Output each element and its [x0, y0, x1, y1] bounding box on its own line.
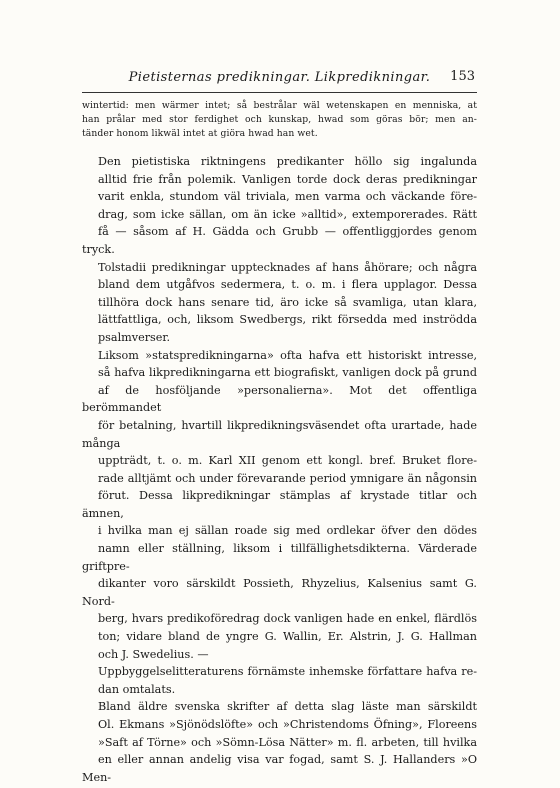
text-line: förut. Dessa likpredikningar stämplas af krystade titlar och ämnen,: [82, 489, 477, 520]
paragraph: [82, 663, 477, 698]
text-line: för betalning, hvartill likpredikningsväsendet ofta urartade, hade många: [82, 418, 477, 450]
text-line: af de hosföljande »personalierna». Mot det offentliga berömmandet: [82, 383, 477, 415]
text-line: psalmverser.: [98, 330, 171, 344]
paragraph: [82, 347, 477, 664]
text-line: Tolstadii predikningar upptecknades af hans åhörare; och några: [98, 260, 477, 274]
text-line: namn eller ställning, liksom i tillfällighetsdikterna. Värderade griftpre-: [82, 542, 477, 573]
paragraph: [82, 698, 477, 786]
paragraph: [82, 153, 477, 347]
text-line: berg, hvars predikoföredrag dock vanligen hade en enkel, flärdlös: [98, 612, 477, 626]
text-line: bland dem utgåfvos sedermera, t. o. m. i flera upplagor. Dessa: [98, 278, 477, 292]
text-line: »Saft af Törne» och »Sömn-Lösa Nätter» m. fl. arbeten, till hvilka: [98, 735, 477, 749]
text-line: lättfattliga, och, liksom Swedbergs, rikt försedda med inströdda: [98, 313, 477, 327]
text-line: alltid frie från polemik. Vanligen torde dock deras predikningar: [98, 172, 477, 186]
footnote-line: wintertid: men wärmer intet; så bestrålar wäl wetenskapen en menniska, at: [82, 100, 477, 111]
text-line: drag, som icke sällan, om än icke »alltid», extemporerades. Rätt: [98, 207, 477, 221]
footnote-line: tänder honom likwäl intet at giöra hwad han wet.: [82, 128, 318, 139]
text-line: uppträdt, t. o. m. Karl XII genom ett kongl. bref. Bruket flore-: [98, 454, 477, 468]
text-line: Den pietistiska riktningens predikanter höllo sig ingalunda: [98, 155, 477, 168]
text-line: Ol. Ekmans »Sjönödslöfte» och »Christendoms Öfning», Floreens: [98, 718, 477, 731]
text-line: ton; vidare bland de yngre G. Wallin, Er. Alstrin, J. G. Hallman: [98, 630, 477, 644]
footnote: [82, 99, 477, 141]
footnote-line: han prålar med stor ferdighet och kunskap, hwad som göras bör; men an-: [82, 114, 477, 125]
text-line: en eller annan andelig visa var fogad, samt S. J. Hallanders »O Men-: [82, 753, 477, 784]
text-line: Liksom »statspredikningarna» ofta hafva ett historiskt intresse,: [98, 348, 477, 362]
running-title: Pietisternas predikningar. Likpredikningar.: [128, 70, 431, 85]
text-line: Uppbyggelselitteraturens förnämste inhemske författare hafva re-: [98, 665, 477, 679]
text-line: varit enkla, stundom väl triviala, men varma och väckande före-: [98, 190, 477, 204]
text-line: tillhöra dock hans senare tid, äro icke så svamliga, utan klara,: [98, 295, 477, 309]
text-line: i hvilka man ej sällan roade sig med ordlekar öfver den dödes: [98, 524, 477, 538]
text-line: dan omtalats.: [98, 682, 176, 696]
text-line: rade alltjämt och under förevarande period ymnigare än någonsin: [98, 471, 477, 485]
book-page: [82, 66, 477, 786]
text-line: och J. Swedelius. —: [98, 647, 209, 661]
text-line: så hafva likpredikningarna ett biografiskt, vanligen dock på grund: [98, 366, 477, 380]
body-text: [82, 153, 477, 786]
page-header: [82, 66, 477, 93]
page-number: 153: [450, 69, 475, 84]
text-line: Bland äldre svenska skrifter af detta slag läste man särskildt: [98, 700, 477, 714]
text-line: få — såsom af H. Gädda och Grubb — offentliggjordes genom tryck.: [82, 225, 477, 256]
text-line: dikanter voro särskildt Possieth, Rhyzelius, Kalsenius samt G. Nord-: [82, 577, 477, 608]
